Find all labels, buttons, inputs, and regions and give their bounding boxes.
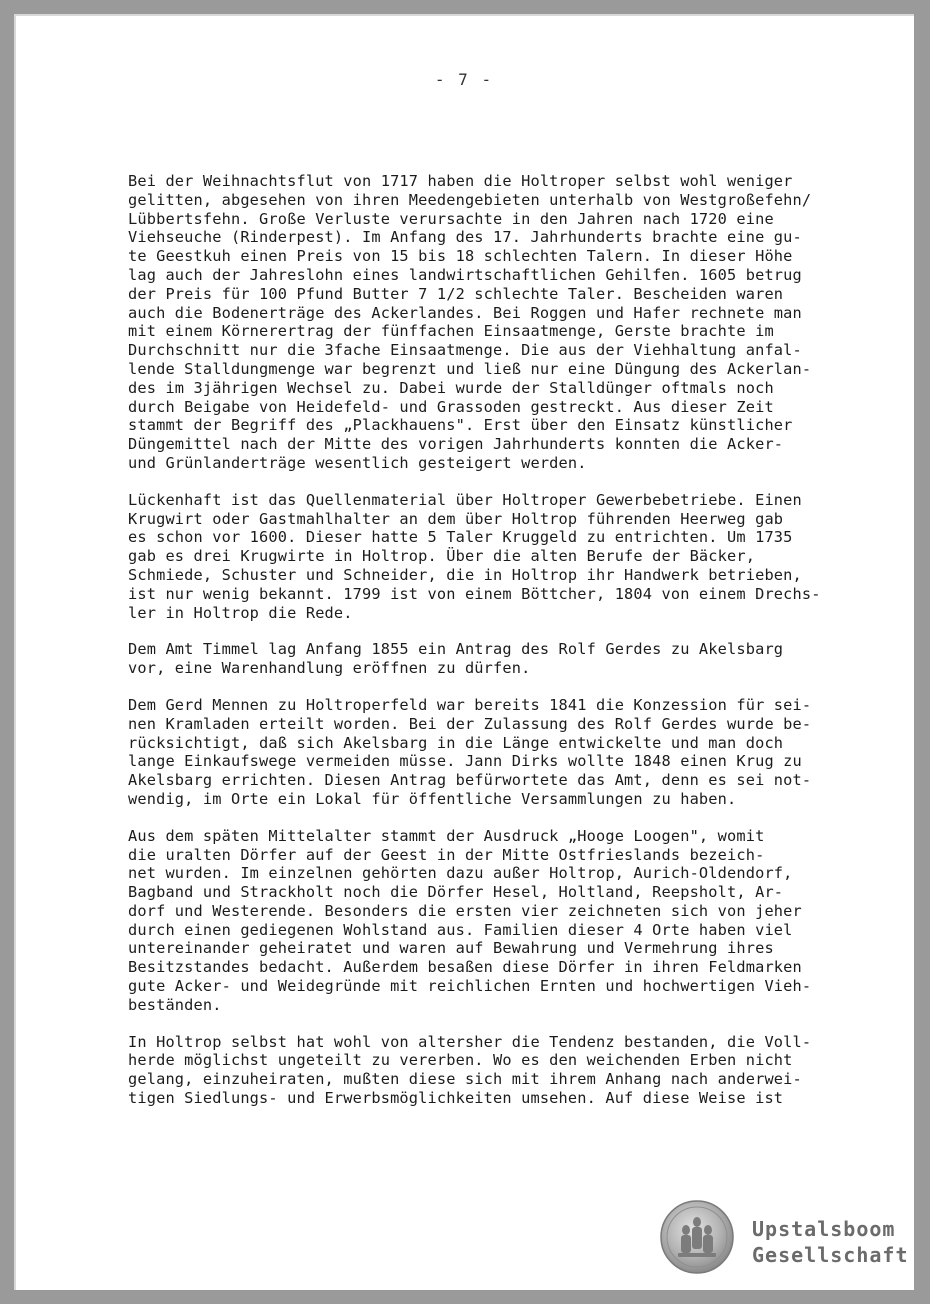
- text-line: Besitzstandes bedacht. Außerdem besaßen diese Dörfer in ihren Feldmarken: [128, 958, 802, 977]
- text-line: gute Acker- und Weidegründe mit reichlichen Ernten und hochwertigen Vieh-: [128, 977, 812, 996]
- text-line: durch einen gediegenen Wohlstand aus. Familien dieser 4 Orte haben viel: [128, 920, 793, 939]
- text-line: untereinander geheiratet und waren auf Bewahrung und Vermehrung ihres: [128, 939, 774, 958]
- paragraph: [128, 696, 818, 809]
- text-line: gab es drei Krugwirte in Holtrop. Über die alten Berufe der Bäcker,: [128, 547, 756, 566]
- text-line: gelitten, abgesehen von ihren Meedengebieten unterhalb von Westgroßefehn/: [128, 190, 812, 209]
- text-line: Akelsbarg errichten. Diesen Antrag befürwortete das Amt, denn es sei not-: [128, 771, 812, 790]
- text-line: In Holtrop selbst hat wohl von altersher die Tendenz bestanden, die Voll-: [128, 1032, 812, 1051]
- text-line: der Preis für 100 Pfund Butter 7 1/2 schlechte Taler. Bescheiden waren: [128, 284, 784, 303]
- text-line: auch die Bodenerträge des Ackerlandes. Bei Roggen und Hafer rechnete man: [128, 303, 802, 322]
- text-line: es schon vor 1600. Dieser hatte 5 Taler Kruggeld zu entrichten. Um 1735: [128, 528, 793, 547]
- text-line: Viehseuche (Rinderpest). Im Anfang des 17. Jahrhunderts brachte eine gu-: [128, 228, 802, 247]
- text-line: lag auch der Jahreslohn eines landwirtschaftlichen Gehilfen. 1605 betrug: [128, 265, 802, 284]
- text-line: nen Kramladen erteilt worden. Bei der Zulassung des Rolf Gerdes wurde be-: [128, 714, 812, 733]
- seal-icon: [660, 1200, 734, 1274]
- text-line: stammt der Begriff des „Plackhauens". Erst über den Einsatz künstlicher: [128, 416, 793, 435]
- text-line: Bagband und Strackholt noch die Dörfer Hesel, Holtland, Reepsholt, Ar-: [128, 883, 784, 902]
- text-line: lende Stalldungmenge war begrenzt und ließ nur eine Düngung des Ackerlan-: [128, 359, 812, 378]
- text-line: die uralten Dörfer auf der Geest in der Mitte Ostfrieslands bezeich-: [128, 845, 765, 864]
- text-line: mit einem Körnerertrag der fünffachen Einsaatmenge, Gerste brachte im: [128, 322, 774, 341]
- brand-wordmark: [752, 1216, 909, 1268]
- paragraph: [128, 172, 818, 473]
- text-line: Krugwirt oder Gastmahlhalter an dem über Holtrop führenden Heerweg gab: [128, 509, 784, 528]
- text-line: lange Einkaufswege vermeiden müsse. Jann Dirks wollte 1848 einen Krug zu: [128, 752, 802, 771]
- text-line: herde möglichst ungeteilt zu vererben. Wo es den weichenden Erben nicht: [128, 1051, 793, 1070]
- brand-line-2: Gesellschaft: [752, 1243, 909, 1267]
- text-line: Aus dem späten Mittelalter stammt der Ausdruck „Hooge Loogen", womit: [128, 826, 765, 845]
- text-line: net wurden. Im einzelnen gehörten dazu außer Holtrop, Aurich-Oldendorf,: [128, 864, 793, 883]
- paragraph: [128, 490, 821, 623]
- paragraph: [128, 827, 818, 1015]
- text-line: tigen Siedlungs- und Erwerbsmöglichkeiten umsehen. Auf diese Weise ist: [128, 1089, 784, 1108]
- page-number: - 7 -: [434, 70, 494, 89]
- text-line: dorf und Westerende. Besonders die ersten vier zeichneten sich von jeher: [128, 901, 802, 920]
- text-line: Durchschnitt nur die 3fache Einsaatmenge. Die aus der Viehhaltung anfal-: [128, 341, 802, 360]
- text-line: Lückenhaft ist das Quellenmaterial über Holtroper Gewerbebetriebe. Einen: [128, 490, 802, 509]
- text-line: gelang, einzuheiraten, mußten diese sich mit ihrem Anhang nach anderwei-: [128, 1070, 802, 1089]
- text-line: Bei der Weihnachtsflut von 1717 haben die Holtroper selbst wohl weniger: [128, 172, 793, 190]
- text-line: beständen.: [128, 995, 222, 1014]
- text-line: wendig, im Orte ein Lokal für öffentliche Versammlungen zu haben.: [128, 789, 737, 808]
- text-line: vor, eine Warenhandlung eröffnen zu dürfen.: [128, 659, 531, 678]
- text-line: te Geestkuh einen Preis von 15 bis 18 schlechten Talern. In dieser Höhe: [128, 247, 793, 266]
- text-line: Düngemittel nach der Mitte des vorigen Jahrhunderts konnten die Acker-: [128, 435, 784, 454]
- text-line: und Grünlanderträge wesentlich gesteigert werden.: [128, 453, 587, 472]
- brand-line-1: Upstalsboom: [752, 1217, 896, 1241]
- document-page: [14, 14, 914, 1290]
- paragraph: [128, 1033, 818, 1108]
- text-line: Dem Gerd Mennen zu Holtroperfeld war bereits 1841 die Konzession für sei-: [128, 695, 812, 714]
- text-line: ist nur wenig bekannt. 1799 ist von einem Böttcher, 1804 von einem Drechs-: [128, 584, 821, 603]
- text-line: durch Beigabe von Heidefeld- und Grassoden gestreckt. Aus dieser Zeit: [128, 397, 774, 416]
- paragraph: [128, 640, 818, 678]
- text-line: rücksichtigt, daß sich Akelsbarg in die Länge entwickelte und man doch: [128, 733, 784, 752]
- text-line: des im 3jährigen Wechsel zu. Dabei wurde der Stalldünger oftmals noch: [128, 378, 774, 397]
- text-line: Lübbertsfehn. Große Verluste verursachte in den Jahren nach 1720 eine: [128, 209, 774, 228]
- text-body: [128, 172, 821, 1126]
- text-line: Schmiede, Schuster und Schneider, die in Holtrop ihr Handwerk betrieben,: [128, 565, 802, 584]
- text-line: Dem Amt Timmel lag Anfang 1855 ein Antrag des Rolf Gerdes zu Akelsbarg: [128, 640, 784, 659]
- text-line: ler in Holtrop die Rede.: [128, 603, 353, 622]
